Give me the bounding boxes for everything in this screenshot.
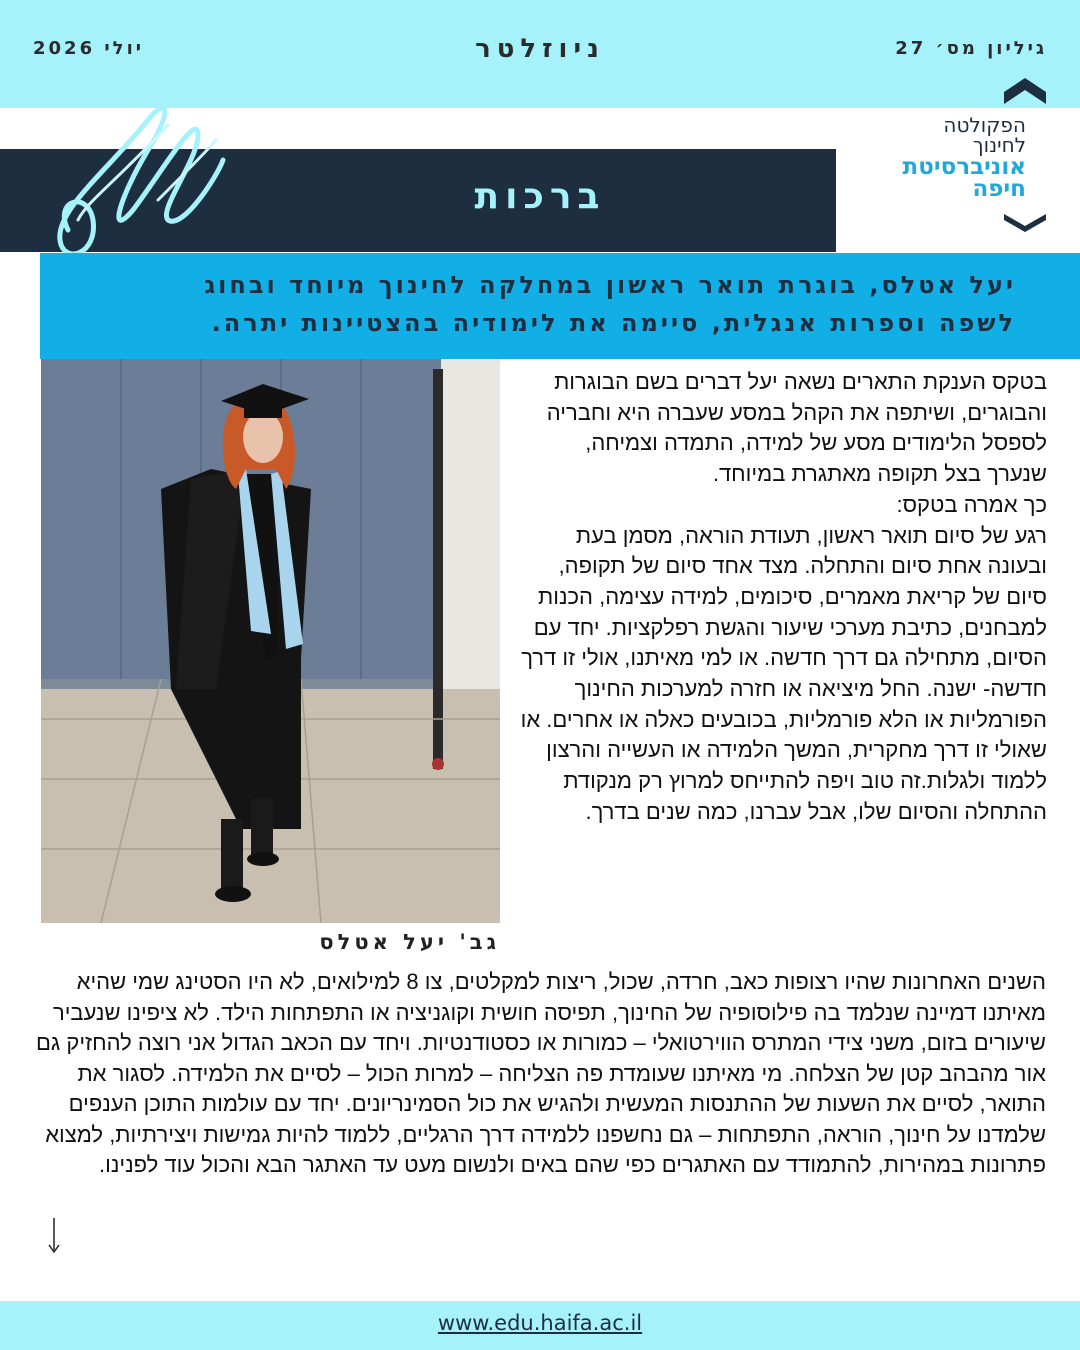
chevron-down-icon — [1002, 212, 1048, 234]
section-title: ברכות — [474, 176, 606, 217]
quote-paragraph-2: השנים האחרונות שהיו רצופות כאב, חרדה, שכול, ריצות למקלטים, צו 8 למילואים, לא היו הסטינג שמי שהיא מאיתנו דמיינה שנלמד בה פילוסופיה של החינוך, תפיסה חושית וקוגניציה או התפתחות הילד. לא ציפינו שנעביר שיעורים בזום, משני צידי המתרס הווירטואלי – כמורות או כסטודנטיות. ויחד עם הכאב הגדול אני רוצה להחזיק גם אור מהבהב קטן של הצלחה. מי מאיתנו שעומדת פה הצליחה – למרות הכול – לסיים את הלמידה. לסגור את התואר, לסיים את השעות של ההתנסות המעשית ולהגיש את כול הסמינריונים. יחד עם עולמות התוכן הענפים שלמדנו על חינוך, הוראה, התפתחות – גם נחשפנו ללמידה דרך הרגליים, ללמוד להיות גמישות ויצירתיות, למצוא פתרונות במהירות, להתמודד עם האתגרים כפי שהם באים ולנשום מעט עד האתגר הבא והכול עוד לפנינו. — [36, 969, 1046, 1177]
graduate-photo-illustration — [41, 359, 500, 923]
article-intro: בטקס הענקת התארים נשאה יעל דברים בשם הבוגרות והבוגרים, ושיתפה את הקהל במסע שעברה היא וחבריה לספסל הלימודים מסע של למידה, התמדה וצמיחה, שנערך בצל תקופה מאתגרת במיוחד. — [546, 369, 1047, 487]
scribble-decoration-icon — [48, 80, 238, 270]
photo-caption: גב' יעל אטלס — [319, 930, 500, 954]
article-column — [520, 367, 1047, 828]
chevron-up-icon — [1002, 76, 1048, 106]
logo-line-education: לחינוך — [972, 133, 1026, 157]
issue-date: יולי 2026 — [33, 38, 145, 59]
newsletter-title: ניוזלטר — [475, 34, 605, 64]
article-full-width — [36, 967, 1046, 1181]
quote-intro: כך אמרה בטקס: — [896, 491, 1047, 517]
issue-number: גיליון מס׳ 27 — [895, 38, 1047, 59]
logo-line-haifa: חיפה — [972, 176, 1026, 202]
arrow-down-icon — [47, 1218, 61, 1254]
logo-line-faculty: הפקולטה — [943, 113, 1026, 137]
faculty-logo — [900, 72, 1060, 237]
highlight-text — [60, 266, 1016, 342]
highlight-line-1: יעל אטלס, בוגרת תואר ראשון במחלקה לחינוך מיוחד ובחוג — [204, 271, 1016, 299]
highlight-line-2: לשפה וספרות אנגלית, סיימה את לימודיה בהצטיינות יתרה. — [211, 309, 1016, 337]
website-link[interactable]: www.edu.haifa.ac.il — [437, 1311, 643, 1335]
graduate-photo — [41, 359, 500, 923]
logo-line-university: אוניברסיטת — [902, 154, 1026, 180]
quote-paragraph-1: רגע של סיום תואר ראשון, תעודת הוראה, מסמן בעת ובעונה אחת סיום והתחלה. מצד אחד סיום של תקופה, סיום של קריאת מאמרים, סיכומים, למידה עצימה, הכנות למבחנים, כתיבת מערכי שיעור והגשת רפלקציות. יחד עם הסיום, מתחילה גם דרך חדשה. או למי מאיתנו, אולי זו דרך חדשה- ישנה. החל מיציאה או חזרה למערכות החינוך הפורמליות או הלא פורמליות, בכובעים כאלה או אחרים. או שאולי זו דרך מחקרית, המשך הלמידה או העשייה והרצון ללמוד ולגלות.זה טוב ויפה להתייחס למרוץ רק מנקודת ההתחלה והסיום שלו, אבל עברנו, כמה שנים בדרך. — [520, 522, 1047, 824]
